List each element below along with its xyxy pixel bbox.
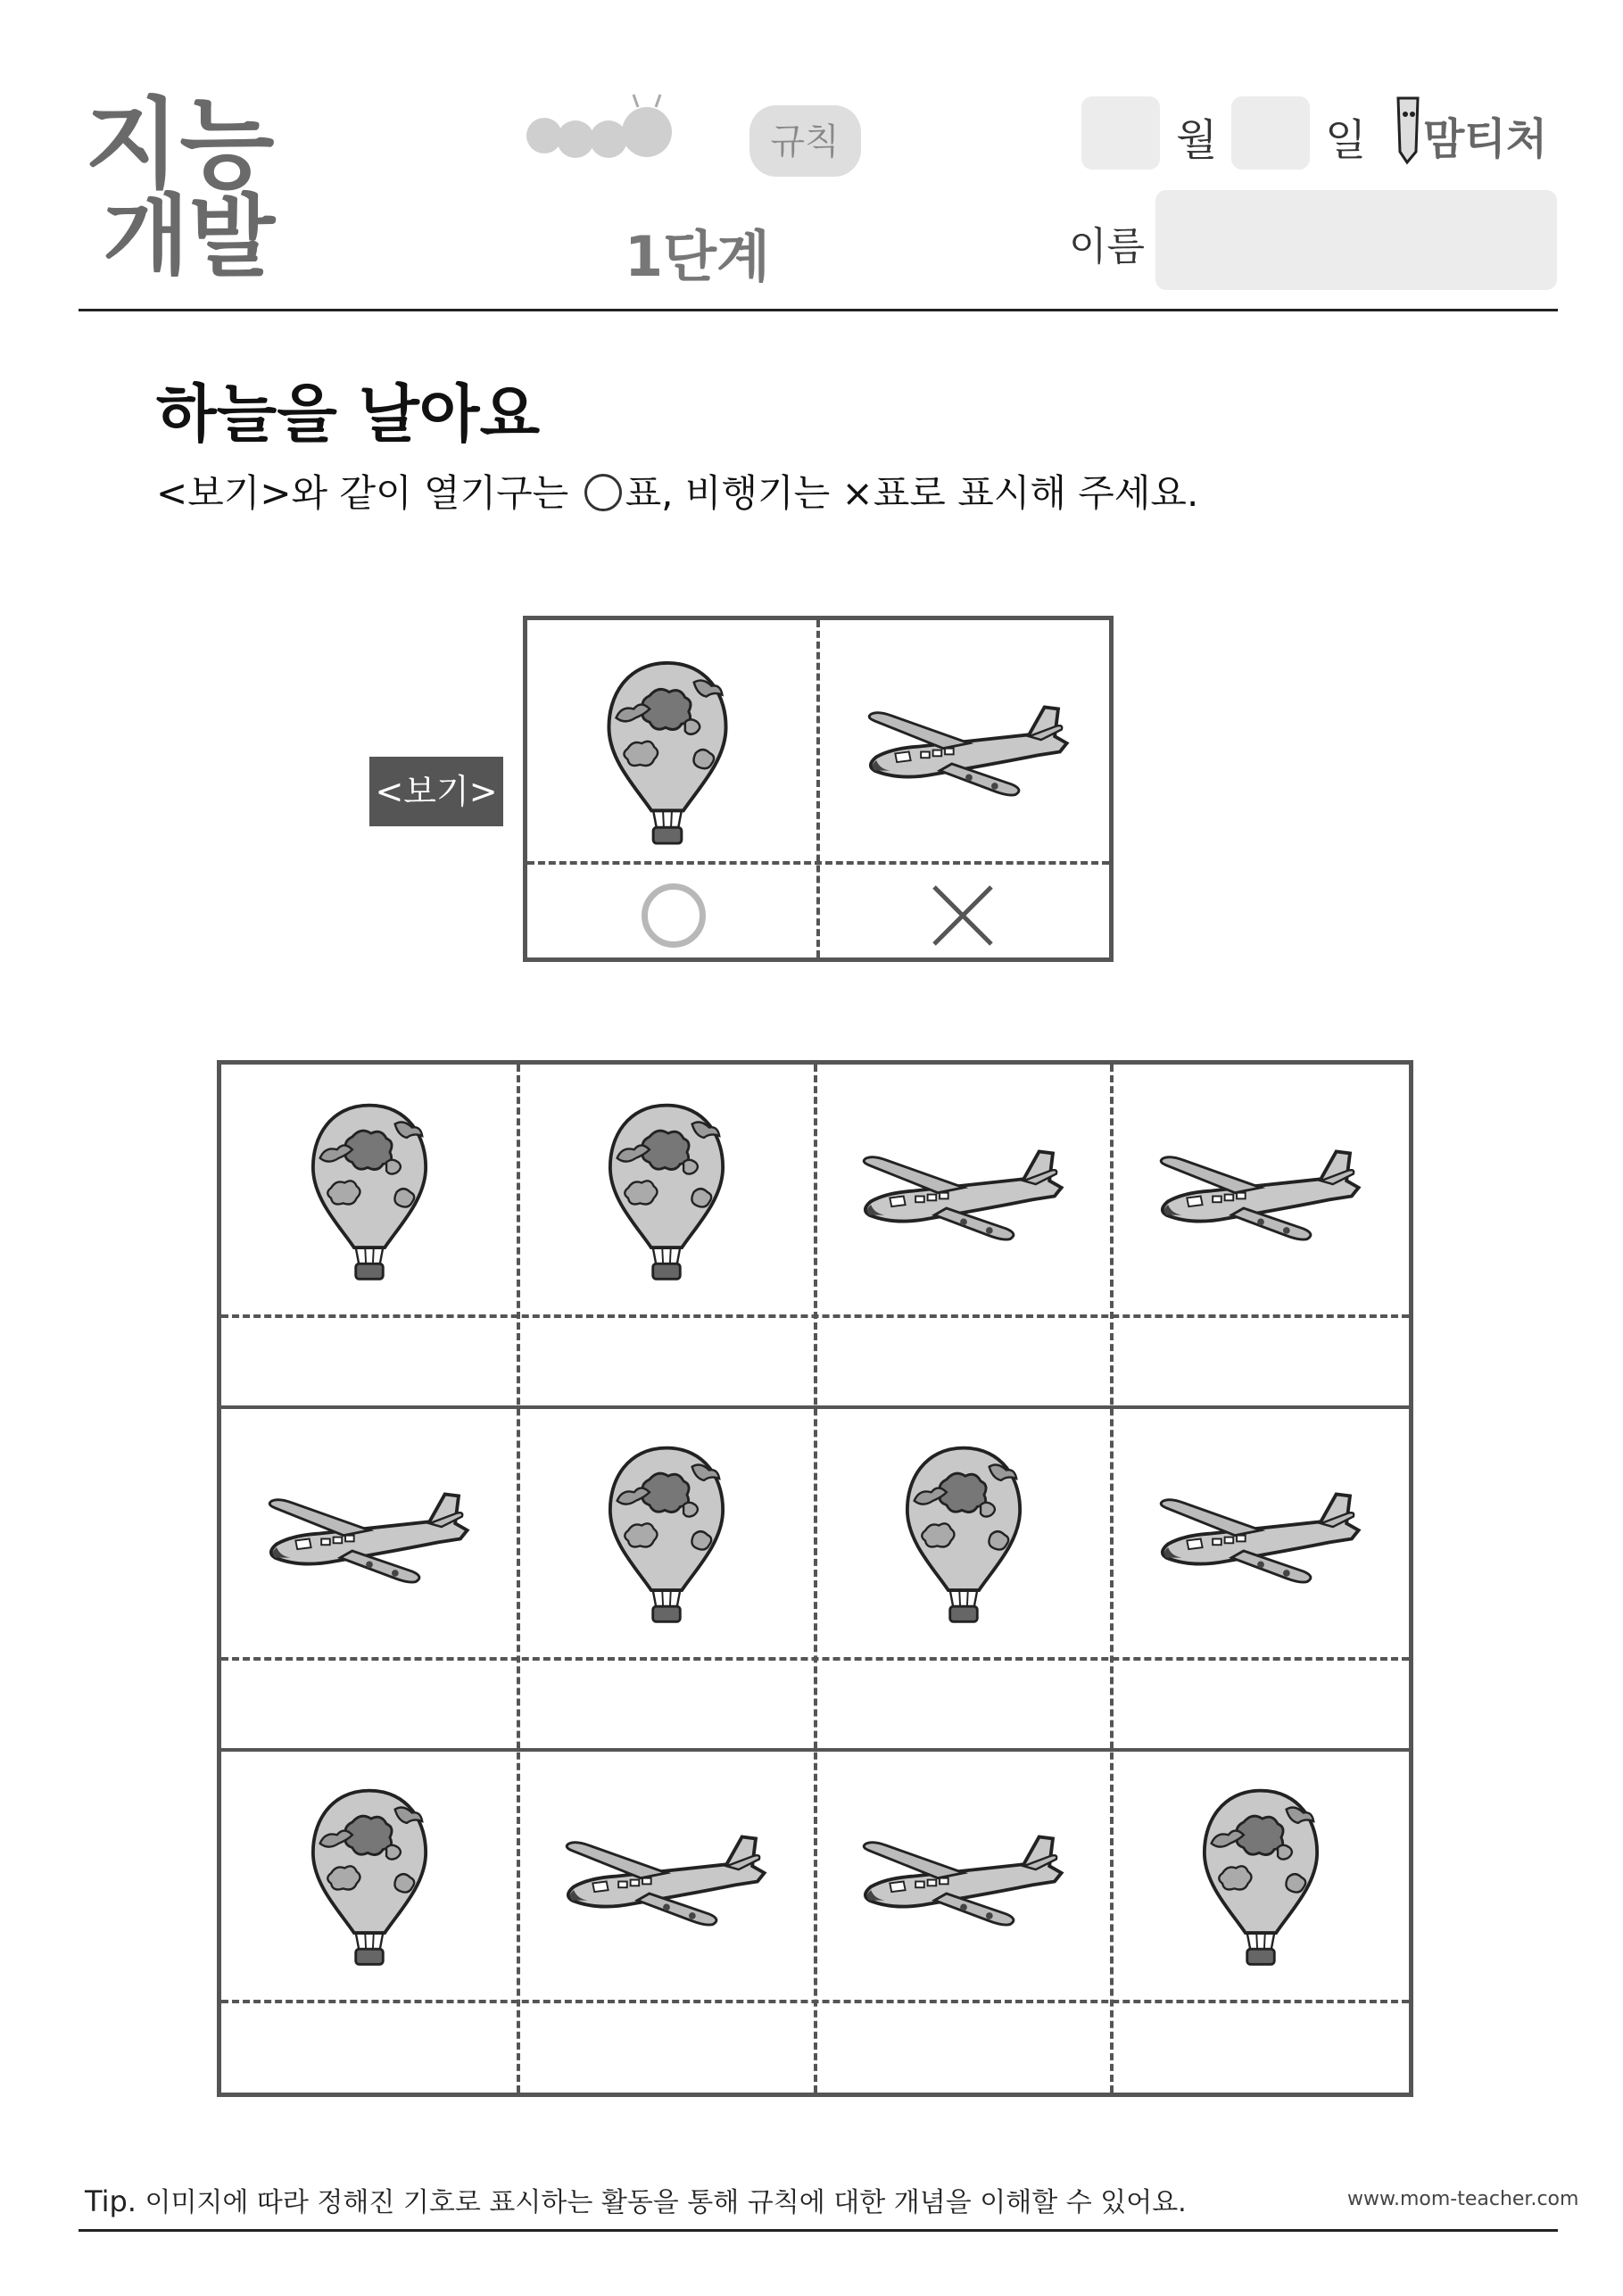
circle-mark-icon xyxy=(642,883,706,948)
grid-column-divider xyxy=(517,1065,520,2093)
day-label: 일 xyxy=(1325,115,1367,165)
brand-text: 맘티처 xyxy=(1423,114,1548,164)
name-label: 이름 xyxy=(1069,224,1146,269)
example-divider-v xyxy=(816,620,820,957)
tip-body: 이미지에 따라 정해진 기호로 표시하는 활동을 통해 규칙에 대한 개념을 이해할 수 있어요. xyxy=(136,2187,1187,2218)
logo-text-2: 개발 xyxy=(103,185,276,277)
answer-cell[interactable] xyxy=(225,1318,515,1404)
site-url[interactable]: www.mom-teacher.com xyxy=(1347,2188,1579,2210)
answer-cell[interactable] xyxy=(225,1661,515,1746)
answer-cell[interactable] xyxy=(819,1318,1109,1404)
caterpillar-category xyxy=(526,89,883,196)
grid-column-divider xyxy=(1110,1065,1114,2093)
footer-divider xyxy=(79,2229,1558,2232)
hot-air-balloon-icon xyxy=(298,1784,441,1971)
hot-air-balloon-icon xyxy=(592,656,743,850)
hot-air-balloon-icon xyxy=(892,1441,1035,1629)
answer-cell[interactable] xyxy=(522,1318,812,1404)
airplane-icon xyxy=(857,692,1081,812)
instruction xyxy=(156,464,1198,518)
brand-logo xyxy=(1387,89,1566,170)
answer-cell[interactable] xyxy=(522,2003,812,2089)
airplane-icon xyxy=(852,1136,1075,1256)
grid-row-divider xyxy=(221,1748,1409,1752)
logo-text-1: 지능 xyxy=(85,89,275,202)
tip-label: Tip. xyxy=(85,2184,137,2218)
answer-cell[interactable] xyxy=(1115,1318,1405,1404)
logo xyxy=(85,89,335,277)
example-divider-h xyxy=(527,861,1109,865)
category-text: 규칙 xyxy=(770,121,840,162)
answer-cell[interactable] xyxy=(522,1661,812,1746)
airplane-icon xyxy=(1149,1136,1372,1256)
header-divider xyxy=(79,309,1558,311)
airplane-icon xyxy=(258,1479,481,1599)
name-field[interactable] xyxy=(1155,190,1557,290)
hot-air-balloon-icon xyxy=(298,1098,441,1286)
instruction-part2: 표, 비행기는 ×표로 표시해 주세요. xyxy=(625,471,1199,515)
cross-mark-icon xyxy=(929,882,997,949)
exercise-grid xyxy=(217,1060,1413,2097)
month-label: 월 xyxy=(1176,115,1218,165)
airplane-icon xyxy=(555,1821,778,1942)
circle-symbol-icon xyxy=(584,474,622,511)
page-title: 하늘을 날아요 xyxy=(156,377,541,451)
pencil-icon xyxy=(1398,98,1418,162)
airplane-icon xyxy=(852,1821,1075,1942)
stage-label: 1단계 xyxy=(625,224,770,289)
hot-air-balloon-icon xyxy=(1189,1784,1332,1971)
answer-cell[interactable] xyxy=(225,2003,515,2089)
month-field[interactable] xyxy=(1081,96,1160,170)
hot-air-balloon-icon xyxy=(595,1098,738,1286)
answer-cell[interactable] xyxy=(819,1661,1109,1746)
answer-cell[interactable] xyxy=(1115,2003,1405,2089)
answer-cell[interactable] xyxy=(1115,1661,1405,1746)
instruction-part1: <보기>와 같이 열기구는 xyxy=(156,471,581,515)
grid-column-divider xyxy=(814,1065,817,2093)
example-label: <보기> xyxy=(369,757,503,826)
answer-cell[interactable] xyxy=(819,2003,1109,2089)
day-field[interactable] xyxy=(1231,96,1310,170)
airplane-icon xyxy=(1149,1479,1372,1599)
hot-air-balloon-icon xyxy=(595,1441,738,1629)
example-table xyxy=(523,616,1114,962)
grid-row-divider xyxy=(221,1405,1409,1409)
tip-text xyxy=(85,2180,1187,2219)
